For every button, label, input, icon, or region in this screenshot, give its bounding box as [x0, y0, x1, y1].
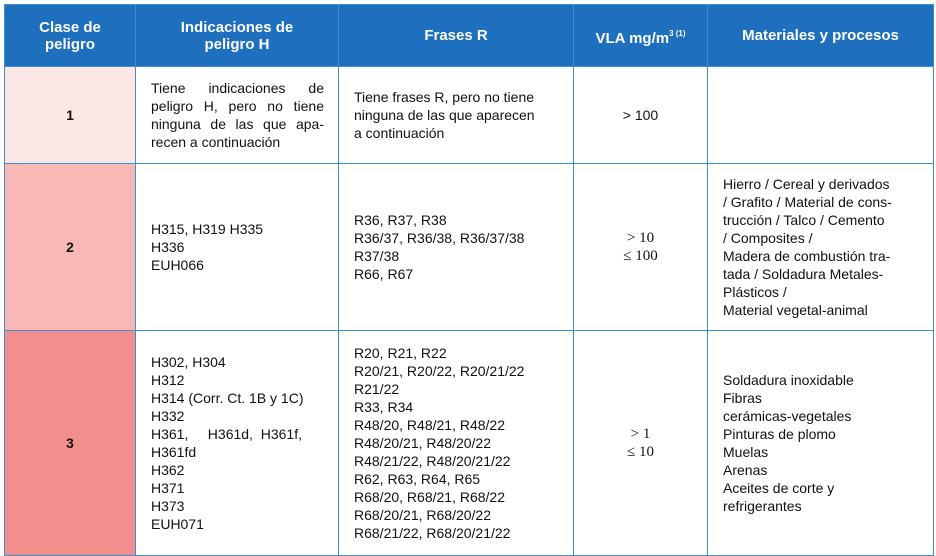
indicaciones-cell: H315, H319 H335 H336 EUH066	[136, 164, 339, 331]
header-materiales-procesos: Materiales y procesos	[708, 5, 934, 67]
frases-cell: R36, R37, R38 R36/37, R36/38, R36/37/38 R37/38 R66, R67	[339, 164, 574, 331]
vla-cell: > 100	[574, 67, 708, 164]
indicaciones-cell: H302, H304 H312 H314 (Corr. Ct. 1B y 1C) H332 H361, H361d, H361f, H361fd H362 H371 H373 EUH071	[136, 331, 339, 556]
frases-cell: R20, R21, R22 R20/21, R20/22, R20/21/22 R21/22 R33, R34 R48/20, R48/21, R48/22 R48/20/21, R48/20/22 R48/21/22, R48/20/21/22 R62, R63, R64, R65 R68/20, R68/21, R68/22 R68/20/21, R68/20/22 R68/21/22, R68/20/21/22	[339, 331, 574, 556]
materiales-cell	[708, 67, 934, 164]
clase-cell: 2	[5, 164, 136, 331]
hazard-class-table	[4, 4, 934, 556]
header-clase-peligro: Clase de peligro	[5, 5, 136, 67]
table-header-row	[5, 5, 934, 67]
vla-cell: > 1 ≤ 10	[574, 331, 708, 556]
header-indicaciones-peligro: Indicaciones de peligro H	[136, 5, 339, 67]
table-row	[5, 67, 934, 164]
indicaciones-cell: Tiene indicaciones de peligro H, pero no tiene ninguna de las que apa- recen a continuación	[136, 67, 339, 164]
header-vla: VLA $mg/m^{3 (1)}$	[574, 5, 708, 67]
frases-cell: Tiene frases R, pero no tiene ninguna de las que aparecen a continuación	[339, 67, 574, 164]
vla-cell: > 10 ≤ 100	[574, 164, 708, 331]
materiales-cell: Soldadura inoxidable Fibras cerámicas-vegetales Pinturas de plomo Muelas Arenas Aceites de corte y refrigerantes	[708, 331, 934, 556]
clase-cell: 3	[5, 331, 136, 556]
header-frases-r: Frases R	[339, 5, 574, 67]
clase-cell: 1	[5, 67, 136, 164]
table-row	[5, 331, 934, 556]
table-row	[5, 164, 934, 331]
materiales-cell: Hierro / Cereal y derivados / Grafito / Material de cons- trucción / Talco / Cemento / Composites / Madera de combustión tra- tada / Soldadura Metales- Plásticos / Material vegetal-animal	[708, 164, 934, 331]
